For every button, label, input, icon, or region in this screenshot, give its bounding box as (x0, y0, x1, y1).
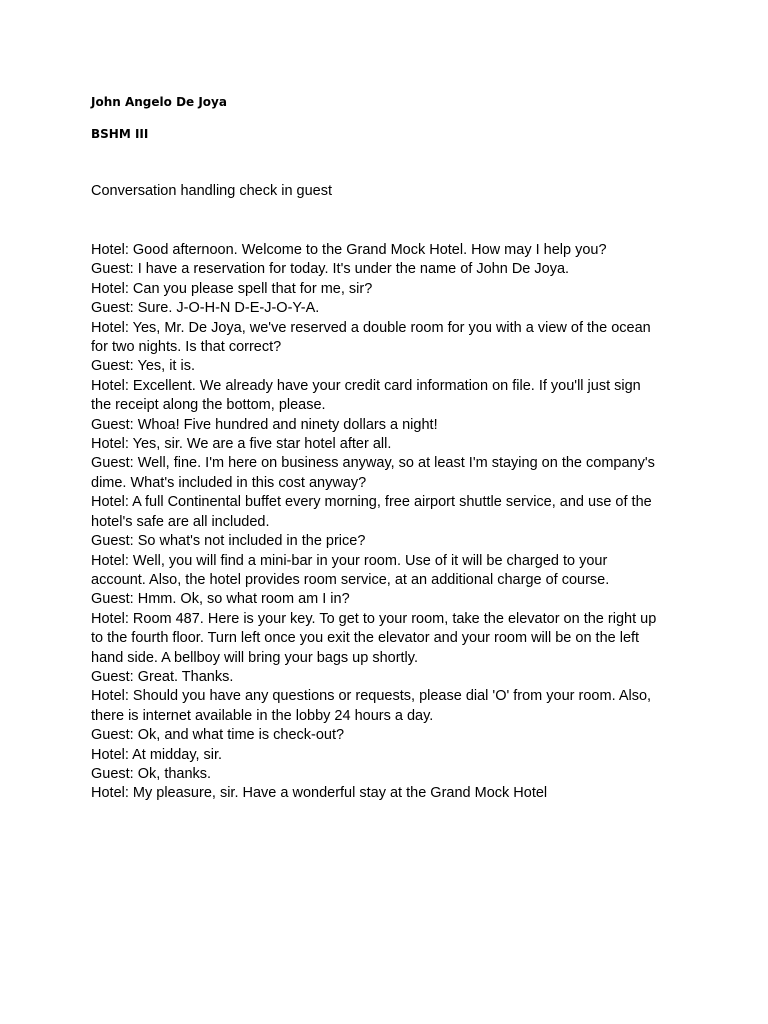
dialogue-line: Guest: Well, fine. I'm here on business anyway, so at least I'm staying on the company's (91, 455, 655, 472)
dialogue-line: Guest: Yes, it is. (91, 358, 195, 375)
dialogue-line: Guest: So what's not included in the price? (91, 533, 366, 550)
document-title: Conversation handling check in guest (91, 183, 333, 199)
dialogue-line: for two nights. Is that correct? (91, 339, 282, 356)
dialogue-line: Hotel: Excellent. We already have your credit card information on file. If you'll just sign (91, 377, 641, 394)
dialogue-line: to the fourth floor. Turn left once you exit the elevator and your room will be on the left (91, 630, 640, 647)
dialogue-line: dime. What's included in this cost anyway? (91, 474, 367, 491)
dialogue-line: Guest: Whoa! Five hundred and ninety dollars a night! (91, 416, 438, 433)
dialogue-line: account. Also, the hotel provides room service, at an additional charge of course. (91, 571, 610, 588)
dialogue-line: Guest: Sure. J-O-H-N D-E-J-O-Y-A. (91, 300, 320, 317)
course-label: BSHM III (91, 127, 149, 141)
dialogue-line: Guest: Ok, and what time is check-out? (91, 727, 345, 744)
dialogue-line: Hotel: Good afternoon. Welcome to the Grand Mock Hotel. How may I help you? (91, 242, 607, 258)
dialogue-body (91, 241, 681, 804)
dialogue-line: Guest: I have a reservation for today. It's under the name of John De Joya. (91, 261, 570, 278)
dialogue-line: hotel's safe are all included. (91, 513, 270, 530)
dialogue-line: the receipt along the bottom, please. (91, 397, 326, 414)
dialogue-line: Hotel: Room 487. Here is your key. To get to your room, take the elevator on the right up (91, 610, 657, 627)
dialogue-line: Guest: Great. Thanks. (91, 668, 234, 685)
dialogue-line: Hotel: A full Continental buffet every morning, free airport shuttle service, and use of the (91, 494, 652, 511)
dialogue-line: Hotel: Yes, sir. We are a five star hotel after all. (91, 436, 392, 453)
dialogue-line: Hotel: At midday, sir. (91, 746, 223, 763)
dialogue-line: Guest: Ok, thanks. (91, 765, 212, 782)
dialogue-line: hand side. A bellboy will bring your bags up shortly. (91, 649, 418, 666)
dialogue-line: Hotel: My pleasure, sir. Have a wonderful stay at the Grand Mock Hotel (91, 785, 548, 802)
dialogue-line: there is internet available in the lobby 24 hours a day. (91, 707, 434, 724)
author-name: John Angelo De Joya (91, 95, 227, 109)
dialogue-line: Hotel: Well, you will find a mini-bar in your room. Use of it will be charged to your (91, 552, 608, 569)
dialogue-line: Hotel: Can you please spell that for me, sir? (91, 280, 373, 297)
dialogue-line: Hotel: Yes, Mr. De Joya, we've reserved a double room for you with a view of the ocean (91, 319, 651, 336)
dialogue-line: Hotel: Should you have any questions or requests, please dial 'O' from your room. Also, (91, 688, 652, 705)
dialogue-line: Guest: Hmm. Ok, so what room am I in? (91, 591, 350, 608)
